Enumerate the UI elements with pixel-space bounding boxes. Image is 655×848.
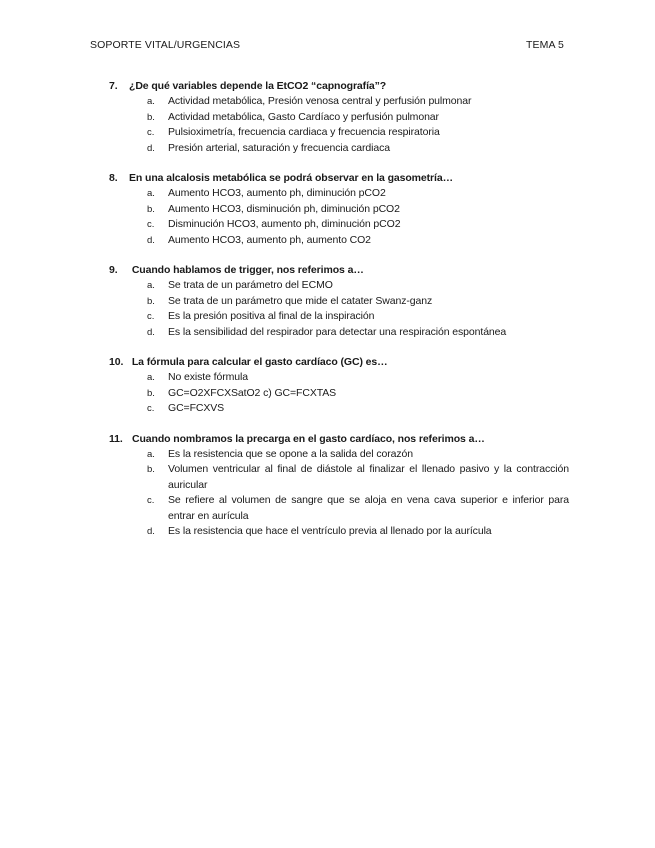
- option-letter: a.: [147, 372, 155, 383]
- option-item: [147, 447, 569, 463]
- option-item: [147, 401, 569, 417]
- option-text: Presión arterial, saturación y frecuencia cardiaca: [168, 141, 391, 154]
- question-text: En una alcalosis metabólica se podrá observar en la gasometría…: [129, 172, 453, 184]
- option-item: [147, 233, 569, 249]
- option-letter: a.: [147, 448, 155, 460]
- option-item: [147, 524, 569, 540]
- option-item: [147, 110, 569, 126]
- option-text: Aumento HCO3, aumento ph, aumento CO2: [168, 233, 371, 246]
- question-text: Cuando nombramos la precarga en el gasto cardíaco, nos referimos a…: [132, 432, 485, 445]
- option-letter: a.: [147, 188, 155, 199]
- option-letter: b.: [147, 464, 155, 475]
- question-number: 10.: [109, 356, 124, 368]
- option-letter: b.: [147, 387, 155, 399]
- option-text: Aumento HCO3, aumento ph, diminución pCO2: [168, 187, 386, 199]
- option-text: Pulsioximetría, frecuencia cardiaca y frecuencia respiratoria: [168, 126, 440, 138]
- option-letter: c.: [147, 495, 155, 506]
- option-text: GC=O2XFCXSatO2 c) GC=FCXTAS: [168, 386, 337, 399]
- question-8: [109, 170, 569, 248]
- option-text: Se refiere al volumen de sangre que se aloja en vena cava superior e inferior para entrar en aurícula: [168, 494, 569, 522]
- option-letter: b.: [147, 295, 155, 307]
- option-text: Disminución HCO3, aumento ph, diminución pCO2: [168, 218, 401, 230]
- option-item: [147, 217, 569, 233]
- option-text: Se trata de un parámetro del ECMO: [168, 279, 333, 291]
- option-item: [147, 493, 569, 524]
- question-number: 7.: [109, 80, 118, 92]
- option-item: [147, 94, 569, 110]
- question-list: [109, 78, 569, 554]
- question-7: [109, 78, 569, 156]
- question-text: ¿De qué variables depende la EtCO2 “capnografía”?: [129, 80, 387, 92]
- option-letter: d.: [147, 326, 155, 338]
- option-text: Es la presión positiva al final de la inspiración: [168, 310, 375, 322]
- option-letter: b.: [147, 203, 155, 215]
- option-text: Aumento HCO3, disminución ph, diminución pCO2: [168, 202, 400, 215]
- option-text: No existe fórmula: [168, 371, 248, 383]
- option-item: [147, 278, 569, 294]
- option-letter: b.: [147, 111, 155, 123]
- option-text: Actividad metabólica, Gasto Cardíaco y perfusión pulmonar: [168, 110, 439, 123]
- option-text: Volumen ventricular al final de diástole al finalizar el llenado pasivo y la contracción auricular: [168, 463, 569, 491]
- option-item: [147, 125, 569, 141]
- option-item: [147, 294, 569, 310]
- option-text: Actividad metabólica, Presión venosa central y perfusión pulmonar: [168, 95, 472, 107]
- option-letter: c.: [147, 403, 155, 414]
- option-item: [147, 325, 569, 341]
- option-text: Es la sensibilidad del respirador para detectar una respiración espontánea: [168, 325, 507, 338]
- option-letter: c.: [147, 311, 155, 322]
- option-item: [147, 141, 569, 157]
- question-10: [109, 354, 569, 417]
- option-letter: a.: [147, 280, 155, 291]
- question-number: 9.: [109, 264, 118, 276]
- option-item: [147, 309, 569, 325]
- header-topic: TEMA 5: [526, 39, 564, 51]
- option-letter: d.: [147, 234, 155, 246]
- question-number: 8.: [109, 172, 118, 184]
- option-item: [147, 202, 569, 218]
- question-9: [109, 262, 569, 340]
- option-text: Se trata de un parámetro que mide el catater Swanz-ganz: [168, 294, 433, 307]
- option-item: [147, 386, 569, 402]
- question-text: Cuando hablamos de trigger, nos referimos a…: [129, 264, 364, 276]
- option-text: GC=FCXVS: [168, 402, 225, 414]
- option-text: Es la resistencia que hace el ventrículo previa al llenado por la aurícula: [168, 525, 492, 537]
- option-letter: d.: [147, 142, 155, 154]
- option-item: [147, 462, 569, 493]
- question-number: 11.: [109, 432, 123, 445]
- option-item: [147, 370, 569, 386]
- option-item: [147, 186, 569, 202]
- page-header: [90, 39, 564, 51]
- header-course-title: SOPORTE VITAL/URGENCIAS: [90, 39, 241, 51]
- question-text: La fórmula para calcular el gasto cardíaco (GC) es…: [129, 356, 388, 368]
- option-letter: d.: [147, 526, 155, 537]
- option-letter: a.: [147, 96, 155, 107]
- option-text: Es la resistencia que se opone a la salida del corazón: [168, 447, 414, 460]
- question-11: [109, 431, 569, 540]
- option-letter: c.: [147, 127, 155, 138]
- option-letter: c.: [147, 219, 155, 230]
